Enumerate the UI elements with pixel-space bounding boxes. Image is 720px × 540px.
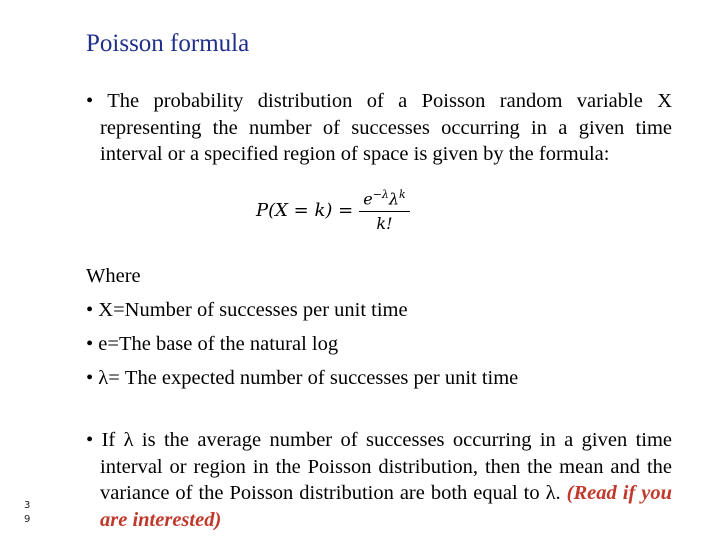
bullet-definition-text: The probability distribution of a Poisson random variable X representing the number of successes occurring in a given time interval or a specified region of space is given by the formula: — [100, 90, 672, 165]
where-item-x: • X=Number of successes per unit time — [86, 299, 408, 321]
bullet-marker: • — [86, 90, 94, 112]
page-number-line1: 3 — [24, 500, 31, 511]
read-if-interested-note: (Read if you are interested) — [100, 482, 673, 531]
formula-denominator: k! — [376, 214, 393, 234]
formula-lhs: P(X = k) = — [256, 200, 354, 222]
formula-num-base: e — [363, 189, 373, 209]
bullet-definition — [86, 88, 672, 168]
bullet-marker: • — [86, 429, 94, 451]
page-number — [24, 499, 30, 527]
formula-num-tail: λ — [388, 189, 400, 209]
formula-fraction — [359, 188, 409, 233]
bullet-mean-variance-text: If λ is the average number of successes occurring in a given time interval or region in the Poisson distribution, then the mean and the variance of the Poisson distribution are both equal to λ. — [100, 429, 673, 504]
formula-num-exponent: −λ — [372, 188, 389, 201]
bullet-mean-variance — [86, 427, 672, 533]
where-heading: Where — [86, 265, 141, 287]
formula-numerator — [359, 188, 409, 212]
slide-title: Poisson formula — [86, 30, 250, 57]
page-number-line2: 9 — [24, 514, 31, 525]
poisson-formula — [256, 188, 410, 233]
formula-num-tail-exponent: k — [399, 188, 406, 201]
where-item-e: • e=The base of the natural log — [86, 333, 339, 355]
where-item-lambda: • λ= The expected number of successes per unit time — [86, 367, 519, 389]
